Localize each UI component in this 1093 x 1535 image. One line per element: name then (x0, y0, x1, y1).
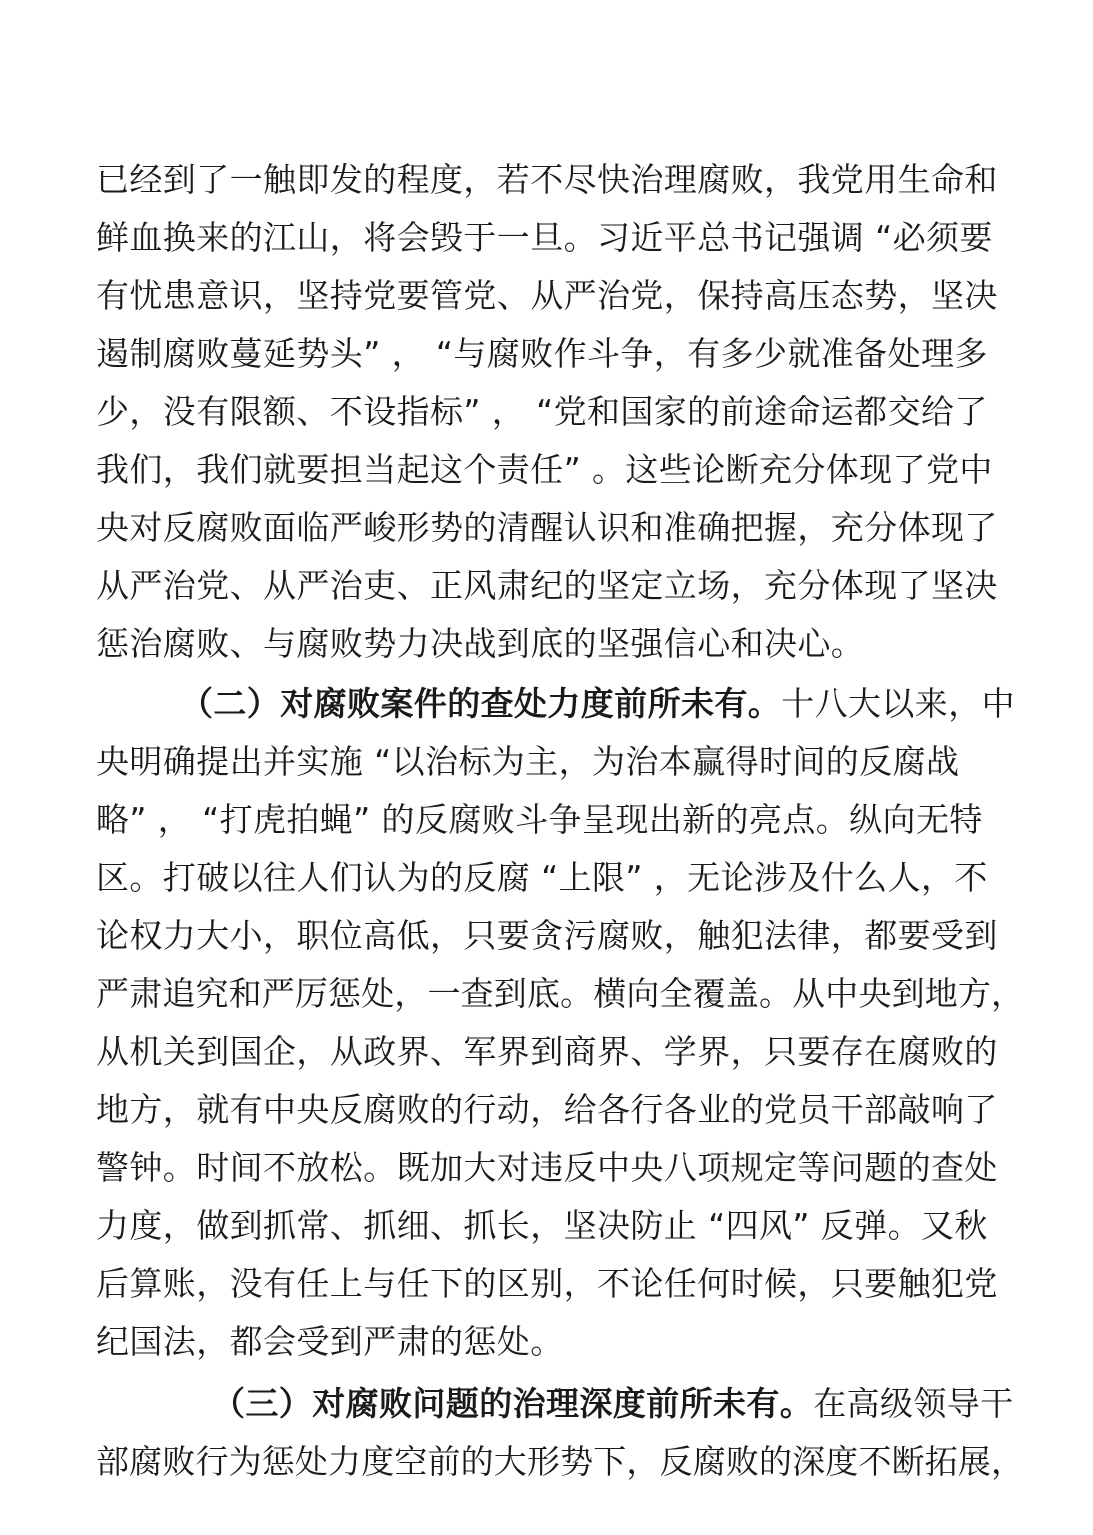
text-line: 论权力大小，职位高低，只要贪污腐败，触犯法律，都要受到 (96, 916, 998, 955)
text-line: 后算账，没有任上与任下的区别，不论任何时候，只要触犯党 (96, 1264, 998, 1303)
text-line: 严肃追究和严厉惩处，一查到底。横向全覆盖。从中央到地方， (96, 974, 1025, 1013)
text-line: 区。打破以往人们认为的反腐 “上限” ，无论涉及什么人，不 (96, 858, 988, 897)
text-line: 少，没有限额、不设指标” ， “党和国家的前途命运都交给了 (96, 392, 988, 431)
section-3-first-line (212, 1375, 1014, 1433)
text-line: 力度，做到抓常、抓细、抓长，坚决防止 “四风” 反弹。又秋 (96, 1206, 988, 1245)
text-line: 央对反腐败面临严峻形势的清醒认识和准确把握，充分体现了 (96, 508, 998, 547)
section-3-heading: （三）对腐败问题的治理深度前所未有。 (212, 1384, 814, 1423)
text-line: 我们，我们就要担当起这个责任” 。这些论断充分体现了党中 (96, 450, 993, 489)
section-2-first-line (180, 675, 1015, 733)
text-line: 有忧患意识，坚持党要管党、从严治党，保持高压态势，坚决 (96, 276, 998, 315)
text-line: 央明确提出并实施 “以治标为主，为治本赢得时间的反腐战 (96, 742, 960, 781)
text-line: 惩治腐败、与腐败势力决战到底的坚强信心和决心。 (96, 624, 865, 663)
text-line: 警钟。时间不放松。既加大对违反中央八项规定等问题的查处 (96, 1148, 998, 1187)
text-line: 已经到了一触即发的程度，若不尽快治理腐败，我党用生命和 (96, 160, 998, 199)
section-2-heading: （二）对腐败案件的查处力度前所未有。 (180, 684, 782, 723)
text-line: 地方，就有中央反腐败的行动，给各行各业的党员干部敲响了 (96, 1090, 998, 1129)
section-2-first-line-text: 十八大以来，中 (781, 684, 1016, 723)
text-line: 鲜血换来的江山，将会毁于一旦。习近平总书记强调 “必须要 (96, 218, 993, 257)
section-3-first-line-text: 在高级领导干 (813, 1384, 1014, 1423)
text-line: 从机关到国企，从政界、军界到商界、学界，只要存在腐败的 (96, 1032, 998, 1071)
text-line: 纪国法，都会受到严肃的惩处。 (96, 1322, 564, 1361)
text-line: 从严治党、从严治吏、正风肃纪的坚定立场，充分体现了坚决 (96, 566, 998, 605)
text-line: 遏制腐败蔓延势头” ， “与腐败作斗争，有多少就准备处理多 (96, 334, 988, 373)
text-line: 略” ， “打虎拍蝇” 的反腐败斗争呈现出新的亮点。纵向无特 (96, 800, 983, 839)
text-line: 部腐败行为惩处力度空前的大形势下，反腐败的深度不断拓展， (96, 1442, 1025, 1481)
